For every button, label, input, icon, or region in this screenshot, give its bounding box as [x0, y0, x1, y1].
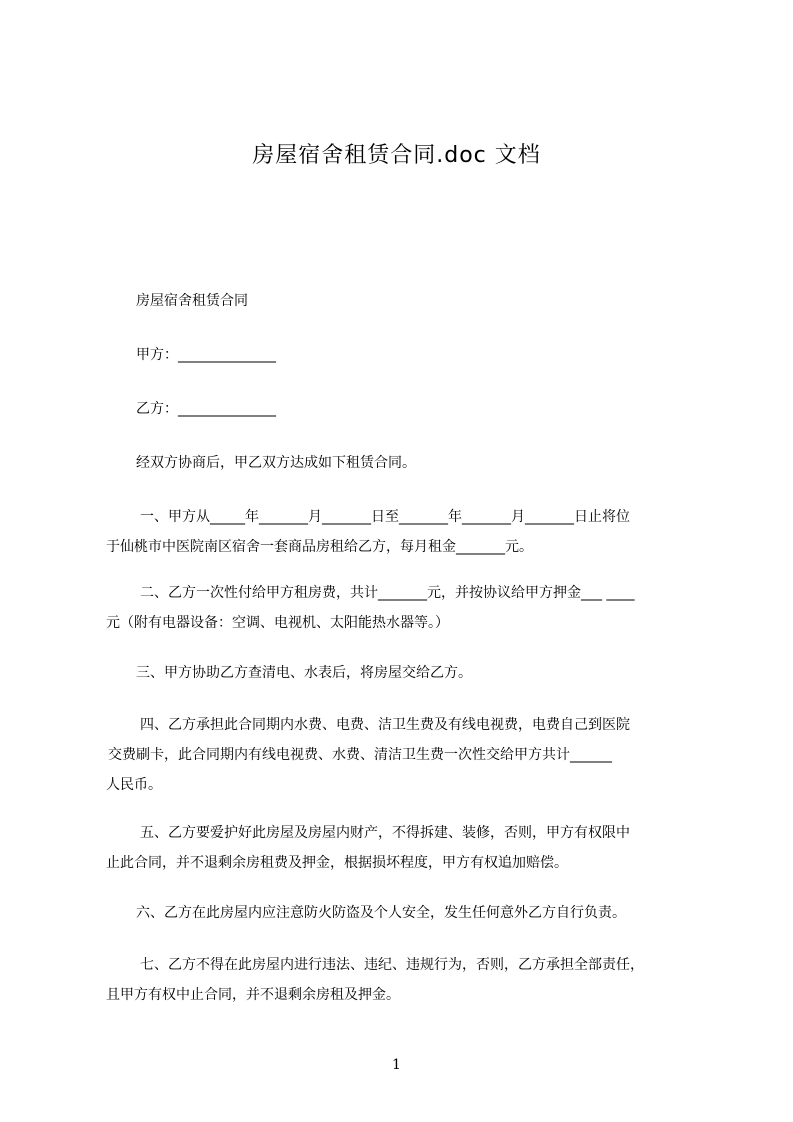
clause-4	[106, 710, 702, 800]
clause-7-line-1: 七、乙方不得在此房屋内进行违法、违纪、违规行为，否则，乙方承担全部责任，	[140, 957, 644, 973]
clause-2-line-1: 二、乙方一次性付给甲方租房费，共计_______元，并按协议给甲方押金___ ____	[140, 585, 635, 601]
clause-2	[106, 578, 702, 638]
clause-1-line-1: 一、甲方从_____年_______月_______日至_______年_______月_______日止将位	[140, 509, 630, 525]
clause-3: 三、甲方协助乙方查清电、水表后，将房屋交给乙方。	[136, 665, 472, 681]
intro-paragraph: 经双方协商后，甲乙双方达成如下租赁合同。	[136, 455, 416, 471]
clause-7	[106, 950, 702, 1010]
party-b-line: 乙方：______________	[136, 401, 276, 417]
clause-6: 六、乙方在此房屋内应注意防火防盗及个人安全，发生任何意外乙方自行负责。	[136, 905, 626, 921]
page-number: 1	[392, 1057, 401, 1073]
clause-5-line-2: 止此合同，并不退剩余房租费及押金，根据损坏程度，甲方有权追加赔偿。	[106, 855, 568, 871]
clause-4-line-3: 人民币。	[106, 777, 162, 793]
clause-7-line-2: 且甲方有权中止合同，并不退剩余房租及押金。	[106, 987, 400, 1003]
clause-4-line-2: 交费刷卡，此合同期内有线电视费、水费、清洁卫生费一次性交给甲方共计______	[108, 747, 612, 763]
clause-1-line-2: 于仙桃市中医院南区宿舍一套商品房租给乙方，每月租金_______元。	[106, 539, 533, 555]
clause-2-line-2: 元（附有电器设备：空调、电视机、太阳能热水器等。）	[106, 615, 449, 631]
clause-5	[106, 818, 702, 878]
clause-4-line-1: 四、乙方承担此合同期内水费、电费、洁卫生费及有线电视费，电费自己到医院	[140, 717, 630, 733]
party-a-line: 甲方：______________	[136, 347, 276, 363]
clause-5-line-1: 五、乙方要爱护好此房屋及房屋内财产，不得拆建、装修，否则，甲方有权限中	[140, 825, 630, 841]
document-title: 房屋宿舍租赁合同.doc 文档	[252, 143, 541, 168]
contract-heading: 房屋宿舍租赁合同	[136, 293, 248, 309]
clause-1	[106, 502, 702, 562]
